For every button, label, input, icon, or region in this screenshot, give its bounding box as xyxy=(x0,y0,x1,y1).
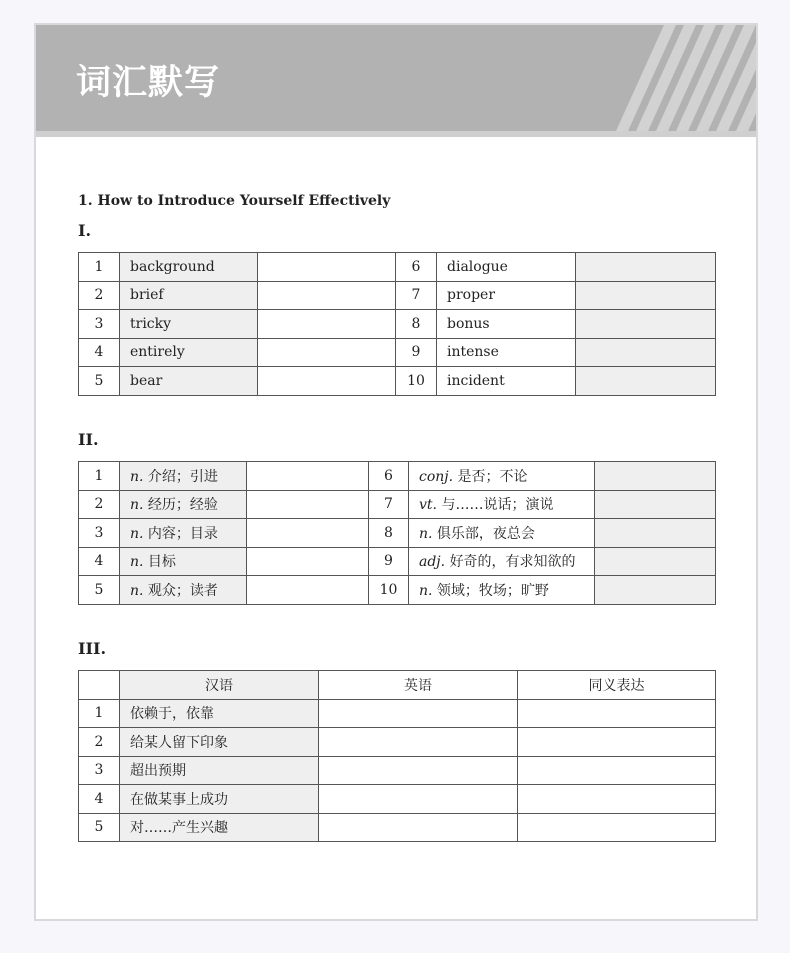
synonym-answer-cell[interactable] xyxy=(518,813,716,842)
table-header-row xyxy=(79,671,716,700)
english-answer-cell[interactable] xyxy=(319,699,518,728)
synonym-answer-cell[interactable] xyxy=(518,728,716,757)
table-row xyxy=(79,756,716,785)
answer-cell[interactable] xyxy=(576,310,716,339)
item-number: 5 xyxy=(79,813,120,842)
table-row xyxy=(79,576,716,605)
english-answer-cell[interactable] xyxy=(319,728,518,757)
meaning-cell xyxy=(120,462,247,491)
meaning-cell xyxy=(409,547,595,576)
meaning-text: 领域；牧场；旷野 xyxy=(436,582,549,599)
word-cell: bear xyxy=(120,367,258,396)
part-2-table xyxy=(78,461,716,605)
answer-cell[interactable] xyxy=(576,253,716,282)
item-number: 4 xyxy=(79,547,120,576)
word-cell: proper xyxy=(437,281,576,310)
part-of-speech: n. xyxy=(419,582,433,599)
meaning-text: 观众；读者 xyxy=(147,582,218,599)
word-cell: incident xyxy=(437,367,576,396)
part-3-label: III. xyxy=(78,639,107,658)
meaning-text: 介绍；引进 xyxy=(147,468,218,485)
stripe-decoration xyxy=(576,25,756,131)
answer-cell[interactable] xyxy=(247,462,369,491)
table-row xyxy=(79,367,716,396)
synonym-answer-cell[interactable] xyxy=(518,785,716,814)
part-of-speech: vt. xyxy=(419,497,437,514)
table-row xyxy=(79,281,716,310)
banner-rule xyxy=(36,131,756,137)
column-header-chinese: 汉语 xyxy=(120,671,319,700)
column-header-english: 英语 xyxy=(319,671,518,700)
part-of-speech: n. xyxy=(130,468,144,485)
item-number: 1 xyxy=(79,462,120,491)
item-number: 4 xyxy=(79,338,120,367)
answer-cell[interactable] xyxy=(595,490,716,519)
item-number: 8 xyxy=(396,310,437,339)
word-cell: background xyxy=(120,253,258,282)
word-cell: dialogue xyxy=(437,253,576,282)
word-cell: brief xyxy=(120,281,258,310)
chinese-cell: 超出预期 xyxy=(120,756,319,785)
meaning-text: 内容；目录 xyxy=(147,525,218,542)
section-title: 1. How to Introduce Yourself Effectively xyxy=(78,193,391,209)
table-row xyxy=(79,699,716,728)
table-row xyxy=(79,519,716,548)
answer-cell[interactable] xyxy=(247,576,369,605)
item-number: 10 xyxy=(369,576,409,605)
item-number: 5 xyxy=(79,576,120,605)
chinese-cell: 对……产生兴趣 xyxy=(120,813,319,842)
meaning-text: 与……说话；演说 xyxy=(441,497,554,514)
part-3-table xyxy=(78,670,716,842)
answer-cell[interactable] xyxy=(247,547,369,576)
part-of-speech: n. xyxy=(130,554,144,571)
answer-cell[interactable] xyxy=(576,281,716,310)
meaning-text: 好奇的，有求知欲的 xyxy=(449,554,576,571)
item-number: 2 xyxy=(79,490,120,519)
answer-cell[interactable] xyxy=(576,338,716,367)
column-header-synonym: 同义表达 xyxy=(518,671,716,700)
answer-cell[interactable] xyxy=(595,576,716,605)
answer-cell[interactable] xyxy=(258,338,396,367)
part-of-speech: conj. xyxy=(419,468,454,485)
item-number: 2 xyxy=(79,728,120,757)
table-row xyxy=(79,490,716,519)
table-row xyxy=(79,310,716,339)
item-number: 7 xyxy=(396,281,437,310)
meaning-cell xyxy=(409,576,595,605)
item-number: 9 xyxy=(396,338,437,367)
item-number: 3 xyxy=(79,756,120,785)
part-1-table xyxy=(78,252,716,396)
synonym-answer-cell[interactable] xyxy=(518,756,716,785)
table-row xyxy=(79,338,716,367)
answer-cell[interactable] xyxy=(258,281,396,310)
part-of-speech: n. xyxy=(130,525,144,542)
worksheet-page xyxy=(34,23,758,921)
part-2-label: II. xyxy=(78,430,99,449)
item-number: 5 xyxy=(79,367,120,396)
english-answer-cell[interactable] xyxy=(319,813,518,842)
meaning-cell xyxy=(409,462,595,491)
synonym-answer-cell[interactable] xyxy=(518,699,716,728)
item-number: 1 xyxy=(79,699,120,728)
meaning-cell xyxy=(120,490,247,519)
item-number: 4 xyxy=(79,785,120,814)
header-banner xyxy=(36,25,756,131)
item-number: 7 xyxy=(369,490,409,519)
table-row xyxy=(79,728,716,757)
item-number: 9 xyxy=(369,547,409,576)
meaning-text: 经历；经验 xyxy=(147,497,218,514)
meaning-text: 是否；不论 xyxy=(457,468,528,485)
meaning-cell xyxy=(120,576,247,605)
english-answer-cell[interactable] xyxy=(319,756,518,785)
answer-cell[interactable] xyxy=(595,462,716,491)
item-number: 2 xyxy=(79,281,120,310)
item-number: 1 xyxy=(79,253,120,282)
part-of-speech: adj. xyxy=(419,554,446,571)
word-cell: intense xyxy=(437,338,576,367)
chinese-cell: 在做某事上成功 xyxy=(120,785,319,814)
part-1-label: I. xyxy=(78,221,92,240)
item-number: 3 xyxy=(79,519,120,548)
meaning-text: 俱乐部，夜总会 xyxy=(436,525,535,542)
answer-cell[interactable] xyxy=(258,310,396,339)
chinese-cell: 给某人留下印象 xyxy=(120,728,319,757)
answer-cell[interactable] xyxy=(576,367,716,396)
answer-cell[interactable] xyxy=(247,519,369,548)
meaning-cell xyxy=(120,547,247,576)
answer-cell[interactable] xyxy=(595,547,716,576)
word-cell: entirely xyxy=(120,338,258,367)
page-title: 词汇默写 xyxy=(76,63,221,103)
table-row xyxy=(79,253,716,282)
answer-cell[interactable] xyxy=(258,253,396,282)
chinese-cell: 依赖于，依靠 xyxy=(120,699,319,728)
answer-cell[interactable] xyxy=(595,519,716,548)
part-of-speech: n. xyxy=(130,582,144,599)
item-number: 6 xyxy=(396,253,437,282)
table-row xyxy=(79,785,716,814)
item-number: 6 xyxy=(369,462,409,491)
item-number: 10 xyxy=(396,367,437,396)
corner-cell xyxy=(79,671,120,700)
english-answer-cell[interactable] xyxy=(319,785,518,814)
part-of-speech: n. xyxy=(419,525,433,542)
answer-cell[interactable] xyxy=(247,490,369,519)
word-cell: tricky xyxy=(120,310,258,339)
item-number: 8 xyxy=(369,519,409,548)
meaning-cell xyxy=(409,519,595,548)
meaning-text: 目标 xyxy=(147,554,176,571)
item-number: 3 xyxy=(79,310,120,339)
table-row xyxy=(79,813,716,842)
meaning-cell xyxy=(409,490,595,519)
table-row xyxy=(79,547,716,576)
table-row xyxy=(79,462,716,491)
part-of-speech: n. xyxy=(130,497,144,514)
answer-cell[interactable] xyxy=(258,367,396,396)
word-cell: bonus xyxy=(437,310,576,339)
meaning-cell xyxy=(120,519,247,548)
